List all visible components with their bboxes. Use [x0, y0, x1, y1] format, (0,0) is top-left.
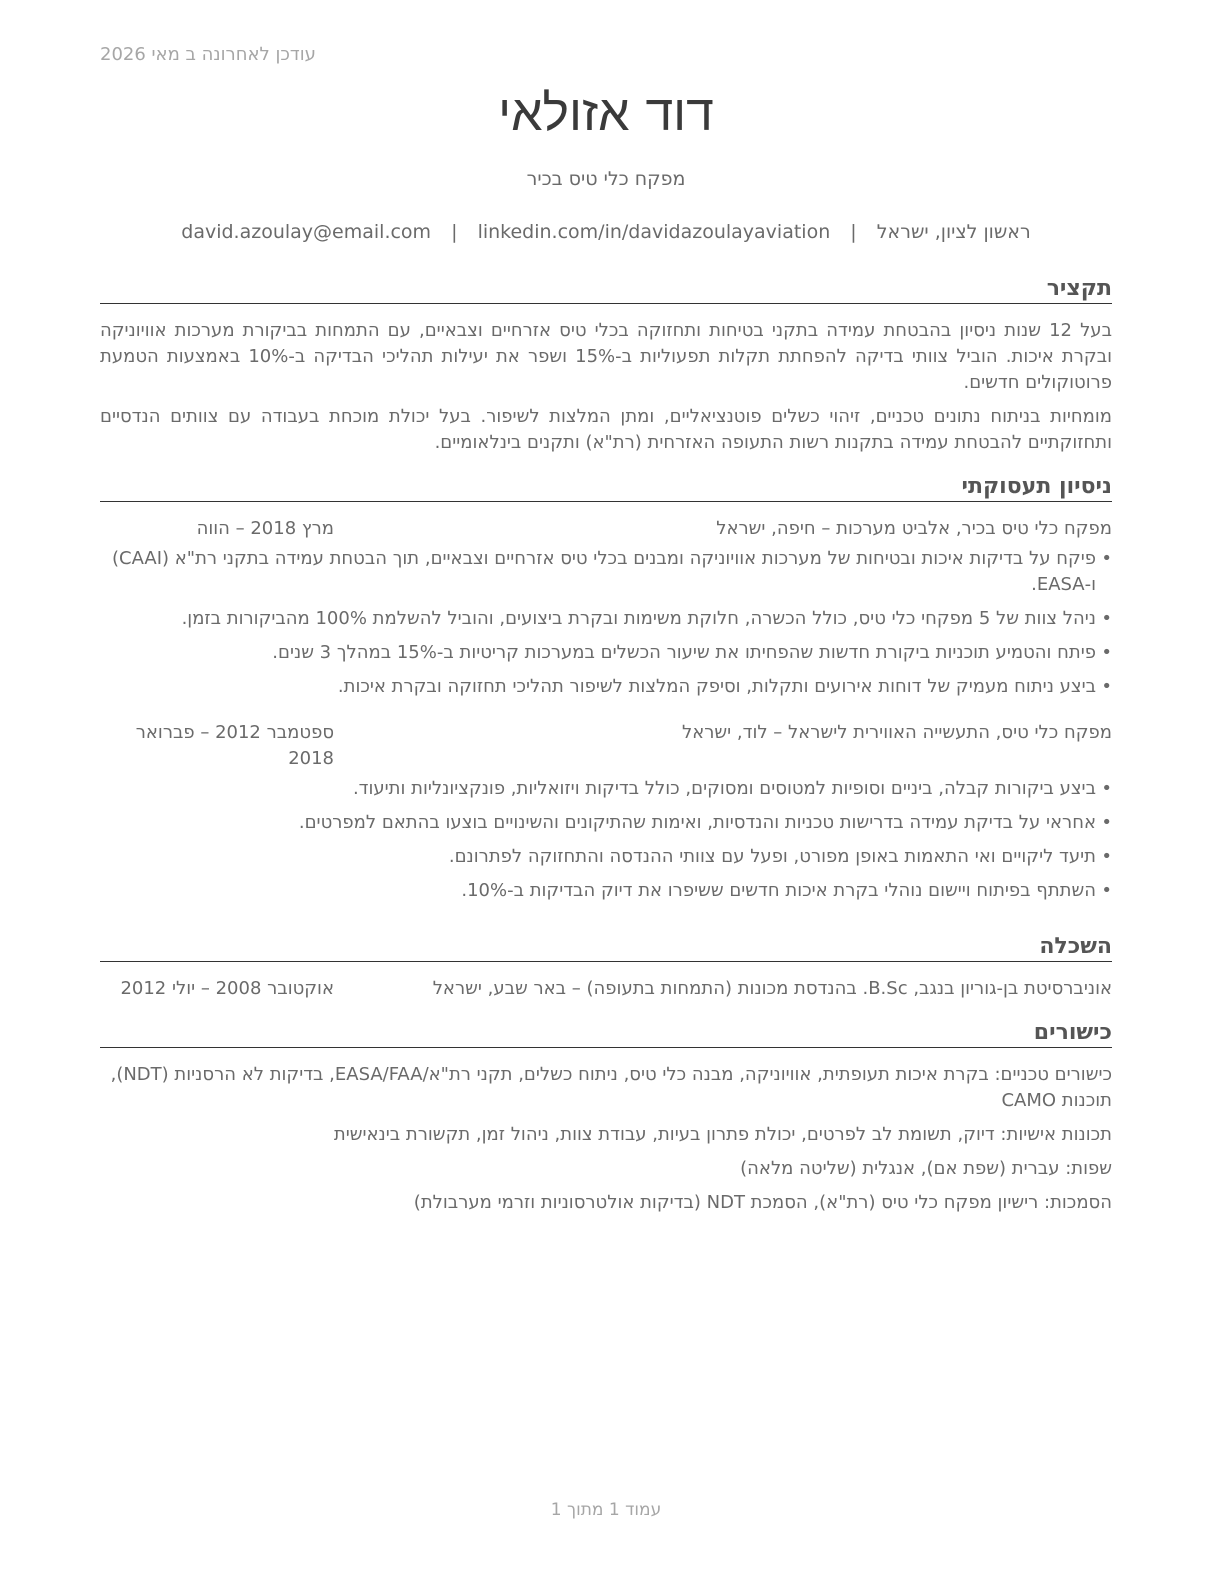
skill-line: הסמכות: רישיון מפקח כלי טיס (רת"א), הסמכת NDT (בדיקות אולטרסוניות וזרמי מערבולת)	[413, 1192, 1112, 1213]
skill-line: שפות: עברית (שפת אם), אנגלית (שליטה מלאה)	[740, 1158, 1112, 1179]
contact-separator: |	[850, 221, 857, 243]
contact-line	[100, 221, 1112, 243]
contact-email[interactable]: david.azoulay@email.com	[181, 221, 432, 243]
last-updated-note: עודכן לאחרונה ב מאי 2026	[100, 44, 316, 65]
summary-section	[100, 276, 1112, 456]
job-header	[100, 720, 1112, 772]
job-bullets	[100, 776, 1112, 904]
experience-section	[100, 474, 1112, 912]
skill-line: כישורים טכניים: בקרת איכות תעופתית, אוויוניקה, מבנה כלי טיס, ניתוח כשלים, תקני רת"א/EASA/FAA, בדיקות לא הרסניות (NDT), תוכנות CAMO	[110, 1064, 1112, 1111]
list-item: • ביצע ניתוח מעמיק של דוחות אירועים ותקלות, וסיפק המלצות לשיפור תהליכי תחזוקה ובקרת איכות.	[337, 676, 1112, 697]
job-title: מפקח כלי טיס בכיר, אלביט מערכות – חיפה, ישראל	[716, 518, 1112, 539]
job-bullets	[100, 546, 1112, 700]
list-item: • השתתף בפיתוח ויישום נוהלי בקרת איכות חדשים ששיפרו את דיוק הבדיקות ב-10%.	[461, 880, 1112, 901]
contact-separator: |	[451, 221, 458, 243]
summary-paragraph: מומחיות בניתוח נתונים טכניים, זיהוי כשלים פוטנציאליים, ומתן המלצות לשיפור. בעל יכולת מוכחת בעבודה עם צוותים הנדסיים ותחזוקתיים להבטחת עמידה בתקנות רשות התעופה האזרחית (רת"א) ותקנים בינלאומיים.	[100, 406, 1112, 453]
list-item: • ביצע ביקורות קבלה, ביניים וסופיות למטוסים ומסוקים, כולל בדיקות ויזואליות, פונקציונליות ותיעוד.	[352, 778, 1112, 799]
list-item: • פיקח על בדיקות איכות ובטיחות של מערכות אוויוניקה ומבנים בכלי טיס אזרחיים וצבאיים, תוך הבטחת עמידה בתקני רת"א (CAAI) ו-EASA.	[111, 548, 1112, 595]
skills-list	[100, 1062, 1112, 1216]
summary-paragraph: בעל 12 שנות ניסיון בהבטחת עמידה בתקני בטיחות ותחזוקה בכלי טיס אזרחיים וצבאיים, עם התמחות בביקורת מערכות אוויוניקה ובקרת איכות. הוביל צוותי בדיקה להפחתת תקלות תפעוליות ב-15% ושפר את יעילות תהליכי הבדיקה ב-10% באמצעות הטמעת פרוטוקולים חדשים.	[100, 320, 1113, 393]
page-number: עמוד 1 מתוך 1	[550, 1500, 662, 1520]
section-heading-experience: ניסיון תעסוקתי	[100, 474, 1112, 502]
education-title: אוניברסיטת בן-גוריון בנגב, B.Sc. בהנדסת מכונות (התמחות בתעופה) – באר שבע, ישראל	[432, 978, 1112, 999]
contact-linkedin[interactable]: linkedin.com/in/davidazoulayaviation	[477, 221, 831, 243]
section-heading-skills: כישורים	[100, 1020, 1112, 1048]
list-item: • תיעד ליקויים ואי התאמות באופן מפורט, ופעל עם צוותי ההנדסה והתחזוקה לפתרונם.	[448, 846, 1112, 867]
list-item: • אחראי על בדיקת עמידה בדרישות טכניות והנדסיות, ואימות שהתיקונים והשינויים בוצעו בהתאם למפרטים.	[298, 812, 1112, 833]
skill-line: תכונות אישיות: דיוק, תשומת לב לפרטים, יכולת פתרון בעיות, עבודת צוות, ניהול זמן, תקשורת בינאישית	[333, 1124, 1112, 1145]
candidate-name: דוד אזולאי	[498, 84, 714, 142]
job-entry	[100, 720, 1112, 904]
list-item: • ניהל צוות של 5 מפקחי כלי טיס, כולל הכשרה, חלוקת משימות ובקרת ביצועים, והוביל להשלמת 100% מהביקורות בזמן.	[181, 608, 1112, 629]
resume-page	[100, 0, 1112, 1584]
job-dates: מרץ 2018 – הווה	[196, 518, 334, 539]
section-heading-education: השכלה	[100, 934, 1112, 962]
job-entry	[100, 516, 1112, 700]
job-title: מפקח כלי טיס, התעשייה האווירית לישראל – לוד, ישראל	[681, 722, 1112, 743]
list-item: • פיתח והטמיע תוכניות ביקורת חדשות שהפחיתו את שיעור הכשלים במערכות קריטיות ב-15% במהלך 3 שנים.	[272, 642, 1112, 663]
skills-section	[100, 1020, 1112, 1224]
education-dates: אוקטובר 2008 – יולי 2012	[120, 978, 334, 999]
job-dates: ספטמבר 2012 – פברואר 2018	[135, 722, 334, 769]
contact-location: ראשון לציון, ישראל	[876, 221, 1031, 243]
candidate-title: מפקח כלי טיס בכיר	[526, 168, 686, 190]
education-entry	[100, 976, 1112, 1002]
job-header	[100, 516, 1112, 542]
section-heading-summary: תקציר	[100, 276, 1112, 304]
education-section	[100, 934, 1112, 1002]
